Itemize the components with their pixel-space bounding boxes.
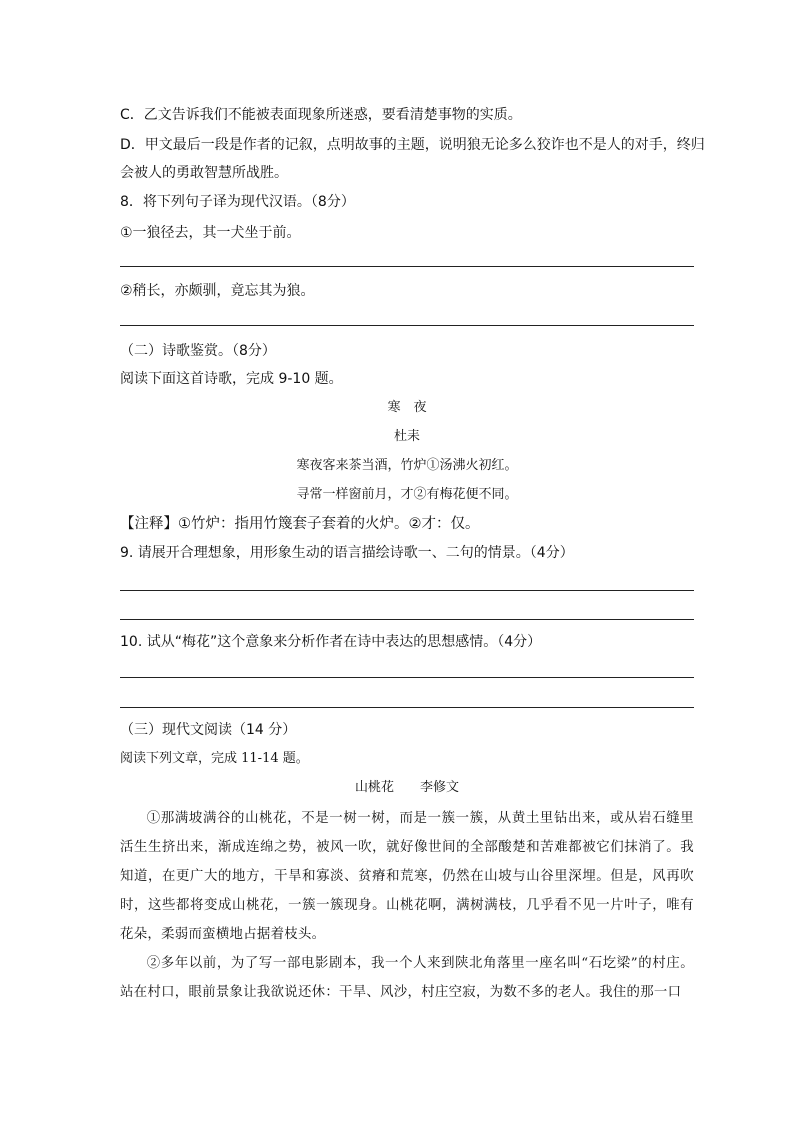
poem-author: 杜耒	[393, 429, 420, 444]
section3-heading: （三）现代文阅读（14 分）	[120, 722, 297, 738]
article-paragraph-1: ①那满坡满谷的山桃花，不是一树一树，而是一簇一簇，从黄土里钻出来，或从岩石缝里活生生挤出来，渐成连绵之势，被风一吹，就好像世间的全部酸楚和苦难都被它们抹消了。我知道，在更广大的地方，干旱和寡淡、贫瘠和荒寒，仍然在山坡与山谷里深埋。但是，风再吹时，这些都将变成山桃花，一簇一簇现身。山桃花啊，满树满枝，几乎看不见一片叶子，唯有花朵，柔弱而蛮横地占据着枝头。	[120, 811, 694, 942]
poem-line1: 寒夜客来茶当酒，竹炉①汤沸火初红。	[296, 458, 518, 473]
question8-item1: ①一狼径去，其一犬坐于前。	[120, 225, 301, 241]
question7-option-d-line1: D．甲文最后一段是作者的记叙，点明故事的主题，说明狼无论多么狡诈也不是人的对手，终归	[120, 137, 705, 153]
answer-line[interactable]	[120, 590, 694, 591]
question9: 9. 请展开合理想象，用形象生动的语言描绘诗歌一、二句的情景。（4分）	[120, 545, 574, 561]
poem-line2: 寻常一样窗前月，才②有梅花便不同。	[296, 487, 518, 502]
answer-line[interactable]	[120, 707, 694, 708]
question7-option-c: C．乙文告诉我们不能被表面现象所迷惑，要看清楚事物的实质。	[120, 107, 522, 123]
poem-title: 寒 夜	[387, 400, 427, 415]
section2-heading: （二）诗歌鉴赏。（8分）	[120, 343, 276, 359]
question8-item2: ②稍长，亦颇驯，竟忘其为狼。	[120, 283, 315, 299]
answer-line[interactable]	[120, 677, 694, 678]
article-title: 山桃花 李修文	[354, 780, 459, 795]
poem-note: 【注释】①竹炉：指用竹篾套子套着的火炉。②才：仅。	[120, 516, 480, 532]
answer-line[interactable]	[120, 325, 694, 326]
article-body	[120, 804, 694, 1007]
question7-option-d-line2: 会被人的勇敢智慧所战胜。	[120, 165, 288, 181]
question10: 10. 试从“梅花”这个意象来分析作者在诗中表达的思想感情。（4分）	[120, 634, 542, 650]
answer-line[interactable]	[120, 266, 694, 267]
section2-instruction: 阅读下面这首诗歌，完成 9-10 题。	[120, 371, 343, 387]
question8-title: 8．将下列句子译为现代汉语。（8分）	[120, 194, 355, 210]
article-paragraph-2: ②多年以前，为了写一部电影剧本，我一个人来到陕北角落里一座名叫“石圪梁”的村庄。站在村口，眼前景象让我欲说还休：干旱、风沙，村庄空寂，为数不多的老人。我住的那一口	[120, 956, 694, 1000]
section3-instruction: 阅读下列文章，完成 11-14 题。	[120, 751, 309, 766]
answer-line[interactable]	[120, 619, 694, 620]
